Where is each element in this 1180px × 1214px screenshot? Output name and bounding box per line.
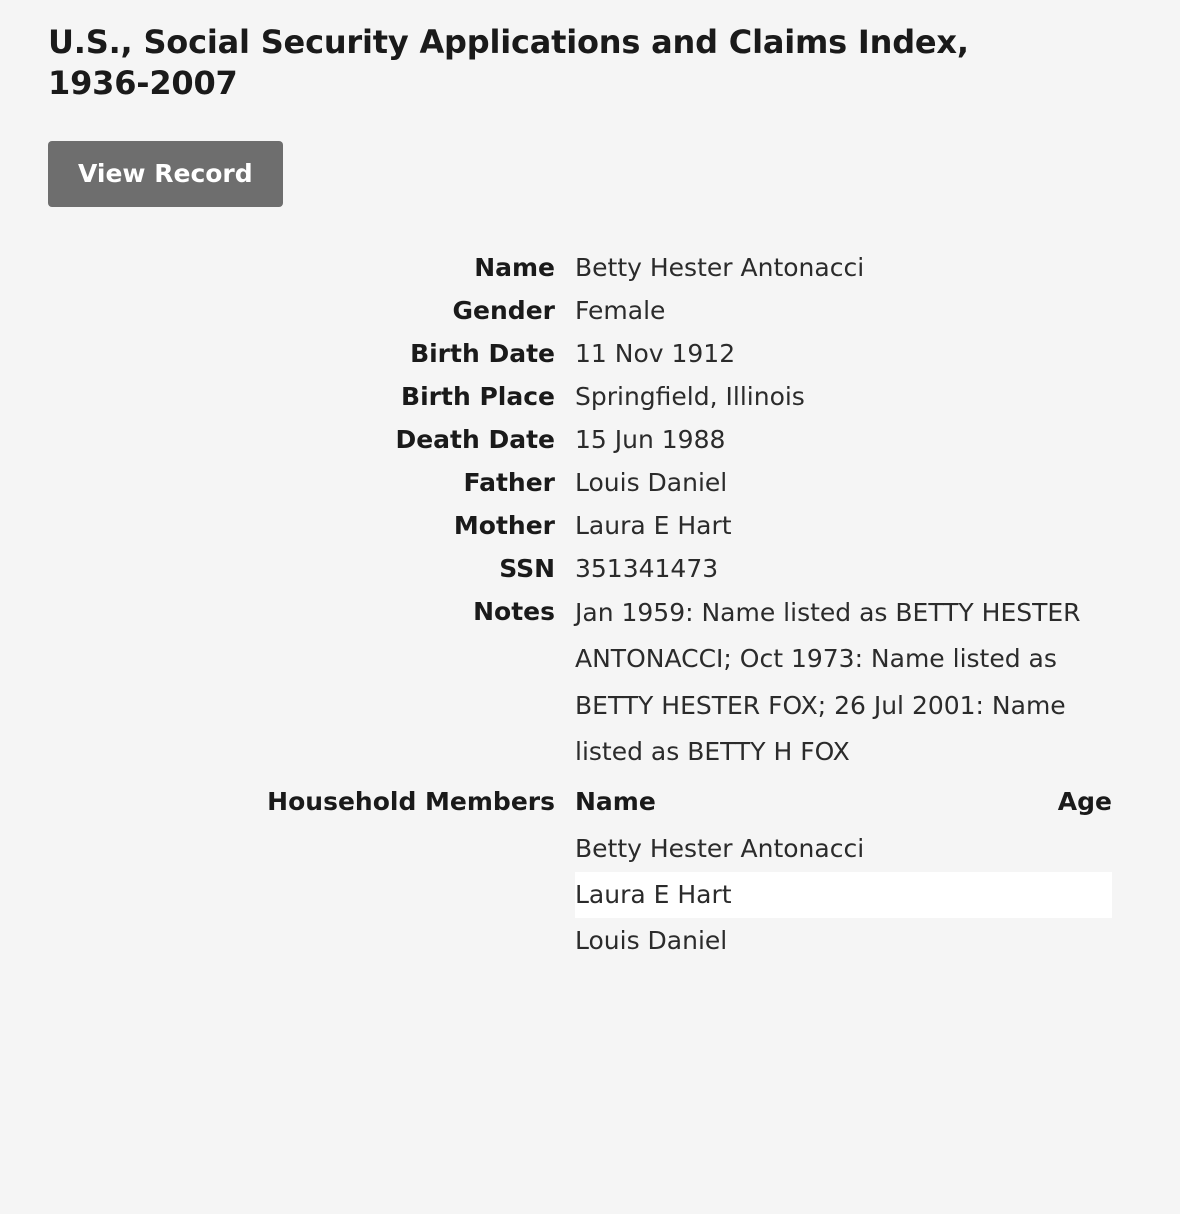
household-member-age: [1027, 918, 1112, 964]
field-label: Birth Date: [410, 338, 555, 368]
field-value: Jan 1959: Name listed as BETTY HESTER ANTONACCI; Oct 1973: Name listed as BETTY HESTER FOX; 26 Jul 2001: Name listed as BETTY H FOX: [575, 597, 1081, 767]
household-member-name: Louis Daniel: [575, 926, 728, 956]
record-fields: [48, 246, 1132, 776]
view-record-button[interactable]: View Record: [48, 141, 283, 207]
field-value: 11 Nov 1912: [575, 338, 736, 368]
field-value: 351341473: [575, 553, 719, 583]
household-members-label: Household Members: [267, 786, 555, 816]
field-value: Laura E Hart: [575, 510, 732, 540]
page-title: U.S., Social Security Applications and Claims Index, 1936-2007: [48, 23, 969, 102]
field-label: Mother: [453, 510, 555, 540]
field-label: Gender: [452, 295, 555, 325]
field-row-gender: [48, 289, 1132, 332]
table-row[interactable]: [575, 918, 1112, 964]
field-value: Female: [575, 295, 666, 325]
column-header-name: Name: [575, 786, 656, 816]
field-row-ssn: [48, 547, 1132, 590]
field-value: Betty Hester Antonacci: [575, 252, 865, 282]
field-row-death-date: [48, 418, 1132, 461]
household-members-table: [575, 780, 1112, 965]
field-row-mother: [48, 504, 1132, 547]
household-member-age: [1027, 826, 1112, 872]
field-label: Birth Place: [401, 381, 555, 411]
column-header-age: Age: [1057, 786, 1112, 816]
field-label: Notes: [473, 596, 555, 626]
field-row-notes: [48, 590, 1132, 776]
field-row-birth-date: [48, 332, 1132, 375]
field-row-birth-place: [48, 375, 1132, 418]
table-header-row: [575, 780, 1112, 826]
household-members-section: [48, 780, 1132, 965]
field-label: Name: [474, 252, 555, 282]
field-row-father: [48, 461, 1132, 504]
field-row-name: [48, 246, 1132, 289]
field-label: Father: [463, 467, 555, 497]
field-value: 15 Jun 1988: [575, 424, 726, 454]
table-row[interactable]: [575, 872, 1112, 918]
household-member-age: [1027, 872, 1112, 918]
field-value: Springfield, Illinois: [575, 381, 805, 411]
table-row[interactable]: [575, 826, 1112, 872]
field-label: Death Date: [395, 424, 555, 454]
field-label: SSN: [499, 553, 555, 583]
household-member-name: Laura E Hart: [575, 872, 1027, 918]
field-value: Louis Daniel: [575, 467, 728, 497]
household-member-name: Betty Hester Antonacci: [575, 833, 865, 863]
